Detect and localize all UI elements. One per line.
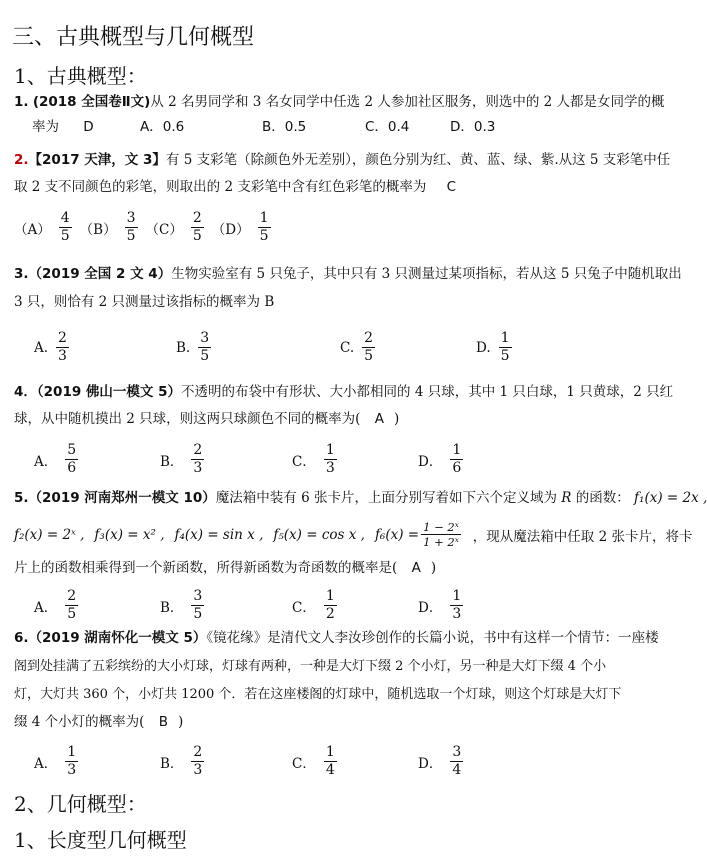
option-d: D． $\frac{1}{6}$ <box>418 442 462 476</box>
option-b-fraction: $\frac{3}{5}$ <box>126 210 136 244</box>
question-number: 6. <box>14 630 29 646</box>
question-number: 5. <box>14 490 29 506</box>
question-text: 缀 4 个小灯的概率为( <box>14 714 145 730</box>
option-a: A． $\frac{5}{6}$ <box>34 442 77 476</box>
option-b-label: （B） <box>79 221 117 238</box>
question-source: （2019 全国 2 文 4） <box>28 266 172 282</box>
option-d: D． $\frac{3}{4}$ <box>418 744 462 778</box>
question-source: （2019 湖南怀化一模文 5） <box>28 630 207 646</box>
options-row <box>14 210 273 245</box>
answer-mark: A <box>374 411 384 427</box>
question-number: 4． <box>14 384 37 400</box>
question-source: （2019 佛山一模文 5） <box>36 384 182 400</box>
paren-close: ) <box>430 560 437 576</box>
paren-close: ) <box>394 411 400 427</box>
option-d-fraction: $\frac{1}{5}$ <box>259 210 269 244</box>
answer-mark: A <box>411 560 421 576</box>
question-text: 不透明的布袋中有形状、大小都相同的 4 只球，其中 1 只白球，1 只黄球，2 只红 <box>181 384 674 400</box>
option-a: A． $\frac{1}{3}$ <box>34 744 77 778</box>
option-a: A. $\frac{2}{3}$ <box>34 330 67 364</box>
question-text: 阁到处挂满了五彩缤纷的大小灯球，灯球有两种，一种是大灯下缀 2 个小灯，另一种是大灯下缀 4 个小 <box>14 659 607 674</box>
option-d: D． $\frac{1}{3}$ <box>418 588 462 622</box>
question-text: 有 5 支彩笔（除颜色外无差别），颜色分别为红、黄、蓝、绿、紫.从这 5 支彩笔中任 <box>165 152 671 168</box>
option-c: C． $\frac{1}{2}$ <box>292 588 335 622</box>
question-source: (2018 全国卷Ⅱ文) <box>32 94 151 110</box>
question-number: 1. <box>14 94 29 110</box>
domain-symbol: R <box>561 490 572 506</box>
subsection-classical: 1、古典概型： <box>14 64 147 88</box>
option-c: C． $\frac{1}{4}$ <box>292 744 335 778</box>
option-d: D. $\frac{1}{5}$ <box>476 330 510 364</box>
option-b: B. $\frac{3}{5}$ <box>176 330 210 364</box>
question-text: 灯，大灯共 360 个，小灯共 1200 个．若在这座楼阁的灯球中，随机选取一个灯球，则这个灯球是大灯下 <box>14 687 622 702</box>
question-text: 片上的函数相乘得到一个新函数，所得新函数为奇函数的概率是( <box>14 560 398 576</box>
option-b: B． $\frac{2}{3}$ <box>160 744 203 778</box>
option-b: B．0.5 <box>262 119 307 135</box>
answer-mark: C <box>446 179 457 195</box>
question-number: 2. <box>14 152 29 168</box>
question-text: 的函数： <box>575 490 630 506</box>
option-d: D．0.3 <box>450 119 496 135</box>
option-c: C. $\frac{2}{5}$ <box>340 330 374 364</box>
question-number: 3. <box>14 266 29 282</box>
question-text: ，现从魔法箱中任取 2 张卡片，将卡 <box>472 528 693 545</box>
question-text: 率为 <box>32 119 59 135</box>
option-b: B． $\frac{3}{5}$ <box>160 588 203 622</box>
subsection-length: 1、长度型几何概型 <box>14 828 187 852</box>
option-c: C．0.4 <box>365 119 410 135</box>
answer-mark: D <box>83 119 94 135</box>
option-a-fraction: $\frac{4}{5}$ <box>60 210 70 244</box>
question-text: 球，从中随机摸出 2 只球，则这两只球颜色不同的概率为( <box>14 411 361 427</box>
function-f1: f₁(x) = 2x , <box>634 490 707 506</box>
function-f6: f₆(x) = $\frac{\text{1 − 2ˣ}}{\text{1 + 2ˣ}}$ <box>374 520 459 549</box>
option-b: B． $\frac{2}{3}$ <box>160 442 203 476</box>
function-f4: f₄(x) = sin x , <box>174 526 264 543</box>
option-a: A． $\frac{2}{5}$ <box>34 588 77 622</box>
question-text: 取 2 支不同颜色的彩笔，则取出的 2 支彩笔中含有红色彩笔的概率为 <box>14 179 427 195</box>
question-source: 【2017 天津，文 3】 <box>28 152 166 168</box>
function-f2: f₂(x) = 2ˣ , <box>14 526 85 543</box>
question-text: 魔法箱中装有 6 张卡片，上面分别写着如下六个定义域为 <box>215 490 557 506</box>
subsection-geometric: 2、几何概型： <box>14 792 147 816</box>
option-c-label: （C） <box>145 221 183 238</box>
section-title: 三、古典概型与几何概型 <box>12 25 255 50</box>
option-c-fraction: $\frac{2}{5}$ <box>192 210 202 244</box>
question-source: （2019 河南郑州一模文 10） <box>28 490 216 506</box>
answer-mark: B <box>158 714 169 730</box>
question-text: 《镜花缘》是清代文人李汝珍创作的长篇小说，书中有这样一个情节：一座楼 <box>206 630 659 646</box>
option-c: C． $\frac{1}{3}$ <box>292 442 335 476</box>
question-text: 生物实验室有 5 只兔子，其中只有 3 只测量过某项指标，若从这 5 只兔子中随机取出 <box>171 266 682 282</box>
question-text: 从 2 名男同学和 3 名女同学中任选 2 人参加社区服务，则选中的 2 人都是女同学的概 <box>150 94 665 110</box>
function-f3: f₃(x) = x² , <box>94 526 165 543</box>
option-a-label: （A） <box>14 221 51 238</box>
function-f5: f₅(x) = cos x , <box>273 526 365 543</box>
option-a: A．0.6 <box>140 119 185 135</box>
question-text: 3 只，则恰有 2 只测量过该指标的概率为 B <box>14 294 275 310</box>
option-d-label: （D） <box>211 221 250 238</box>
paren-close: ) <box>178 714 184 730</box>
